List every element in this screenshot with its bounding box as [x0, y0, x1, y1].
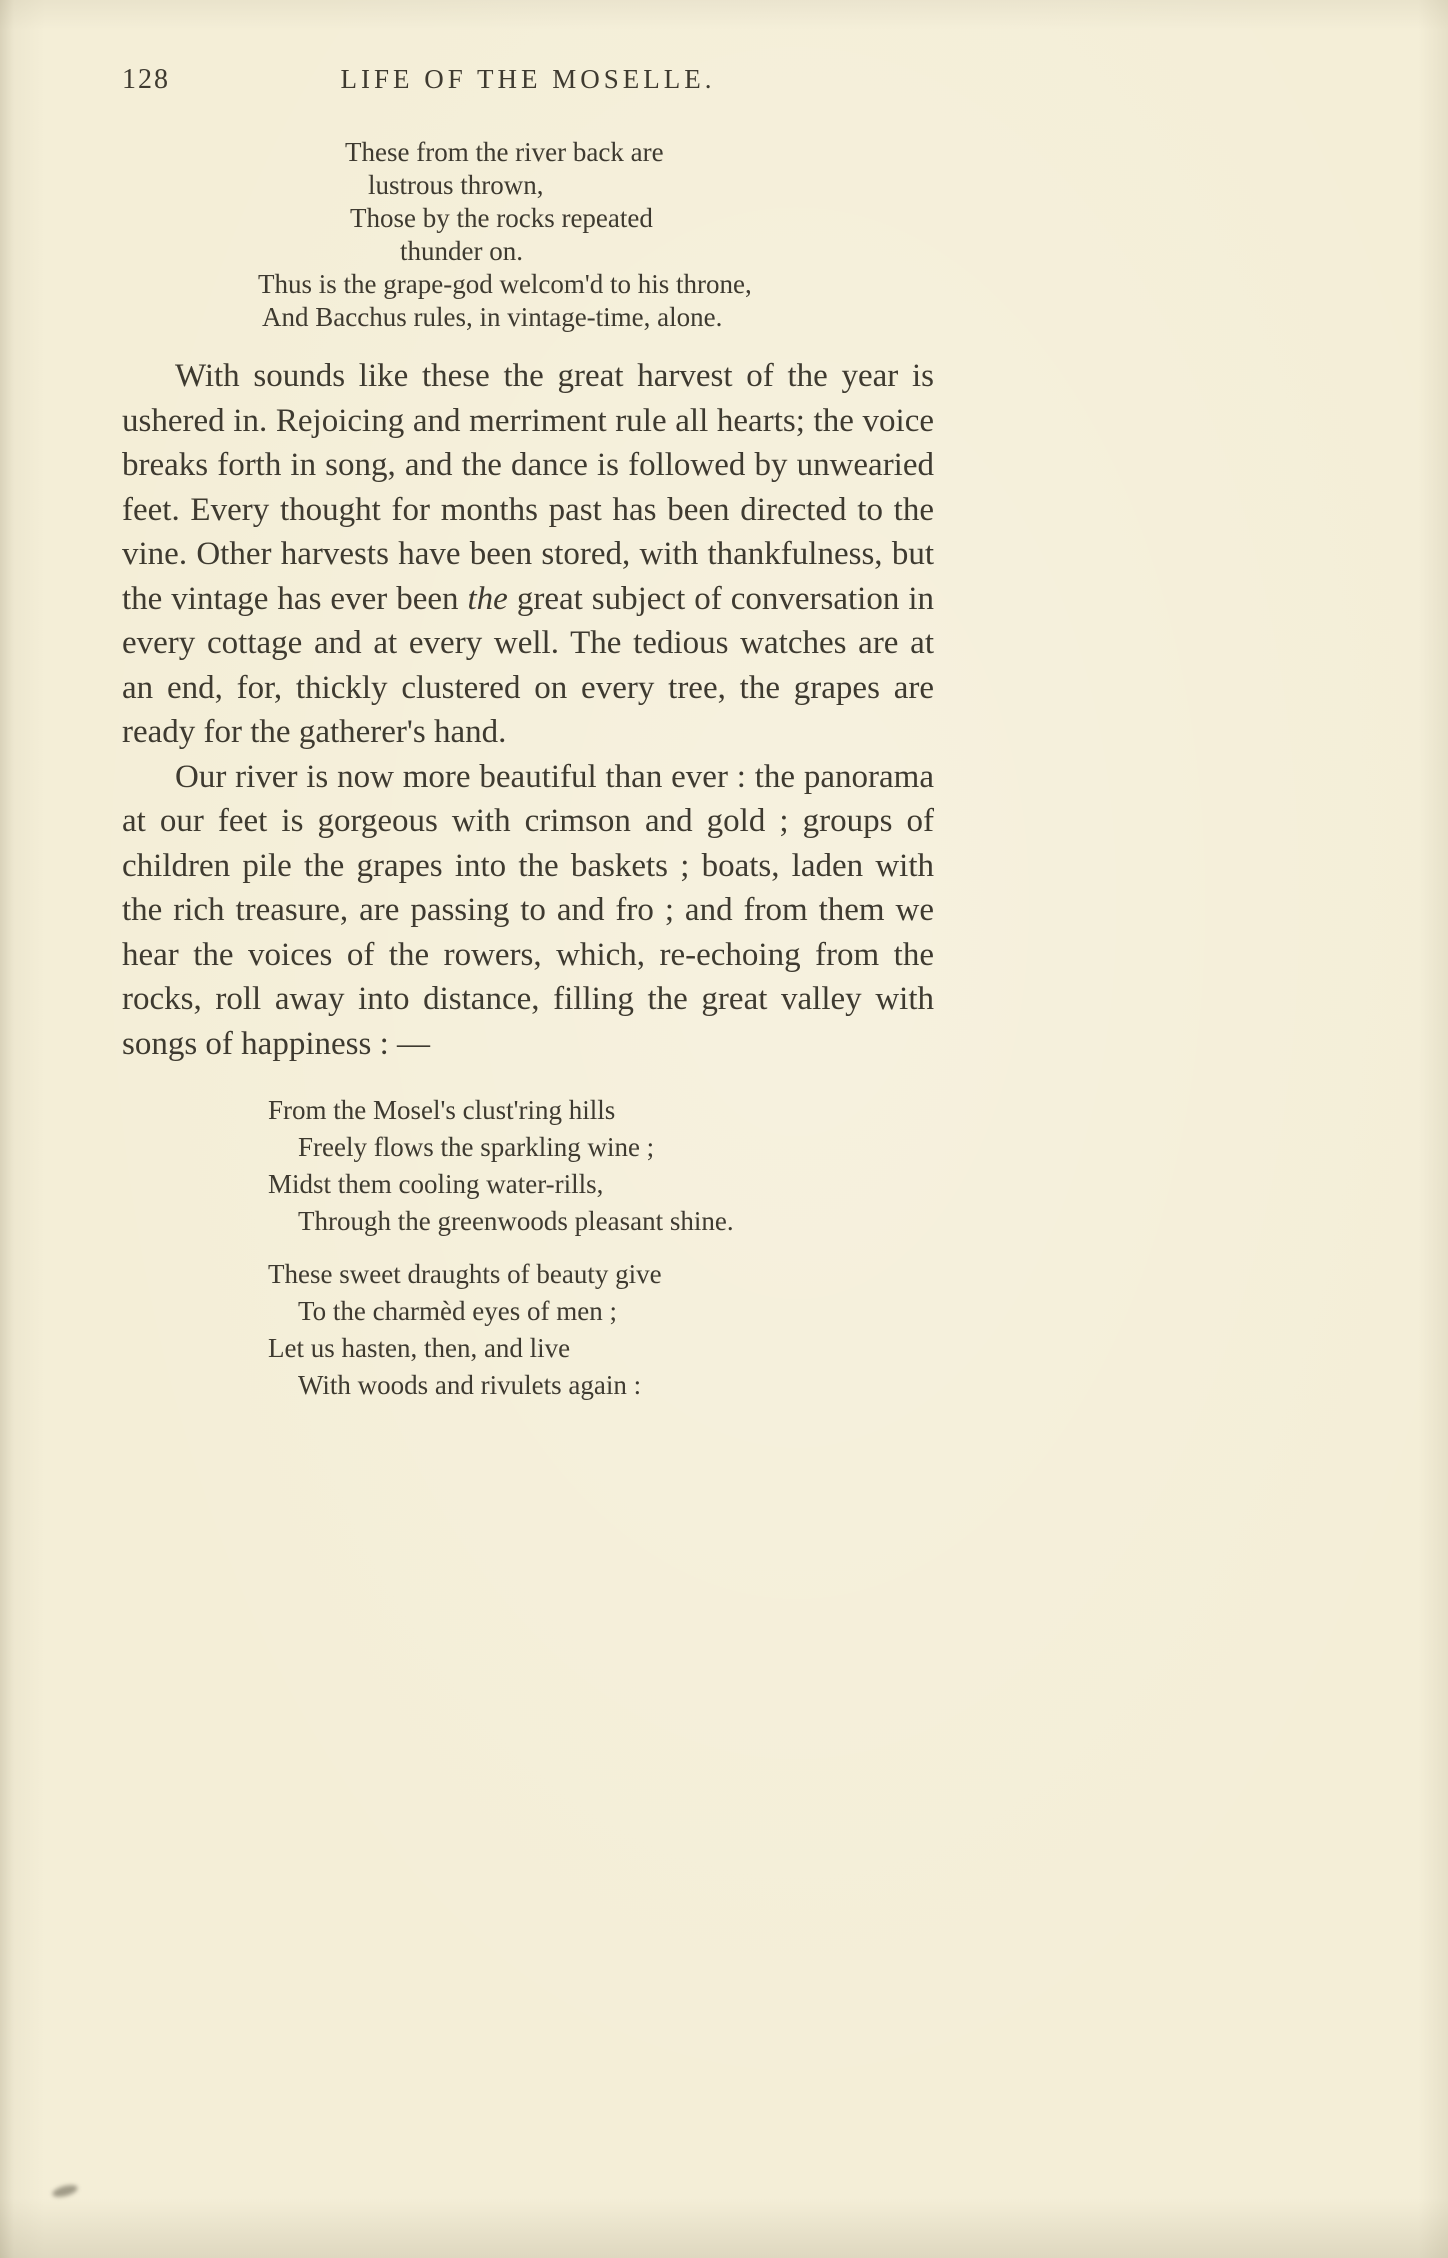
verse-line: thunder on.	[400, 236, 523, 266]
paragraph-1-text: With sounds like these the great harvest of the year is ushered in. Rejoicing and merriment rule all hearts; the voice breaks forth in song, and the dance is followed by unwearied feet. Every thought for months past has been directed to the vine. Other harvests have been stored, with thankfulness, but the vintage has ever been	[122, 358, 934, 617]
paragraph-1-italic-word: the	[467, 580, 508, 617]
scan-smudge	[51, 2183, 79, 2199]
running-title: LIFE OF THE MOSELLE.	[340, 64, 716, 94]
verse-line: Through the greenwoods pleasant shine.	[298, 1206, 734, 1236]
verse-line: Those by the rocks repeated	[350, 203, 653, 233]
verse-top	[122, 136, 934, 334]
paragraph-1	[122, 354, 934, 755]
paragraph-1-text-cont: great subject of conversation in every cottage and at every well. The tedious watches are at an end, for, thickly clustered on every tree, the grapes are ready for the gatherer's hand.	[122, 580, 934, 750]
stanza-2	[122, 1256, 934, 1404]
page-header	[122, 0, 934, 106]
body-text	[122, 354, 934, 1066]
verse-bottom	[122, 1092, 934, 1404]
text-column	[122, 0, 934, 1404]
page-number: 128	[122, 64, 170, 95]
verse-line: These from the river back are	[345, 137, 664, 167]
verse-line: Midst them cooling water-rills,	[268, 1169, 604, 1199]
verse-line: And Bacchus rules, in vintage-time, alone.	[262, 302, 723, 332]
verse-line: lustrous thrown,	[368, 170, 544, 200]
verse-line: To the charmèd eyes of men ;	[298, 1296, 617, 1326]
verse-line: Thus is the grape-god welcom'd to his throne,	[258, 269, 752, 299]
verse-line: Let us hasten, then, and live	[268, 1333, 571, 1363]
verse-line: From the Mosel's clust'ring hills	[268, 1095, 616, 1125]
verse-line: These sweet draughts of beauty give	[268, 1259, 662, 1289]
stanza-1	[122, 1092, 934, 1240]
verse-line: With woods and rivulets again :	[298, 1370, 642, 1400]
verse-line: Freely flows the sparkling wine ;	[298, 1132, 655, 1162]
paragraph-2: Our river is now more beautiful than ever : the panorama at our feet is gorgeous with crimson and gold ; groups of children pile the grapes into the baskets ; boats, laden with the rich treasure, are passing to and fro ; and from them we hear the voices of the rowers, which, re-echoing from the rocks, roll away into distance, filling the great valley with songs of happiness : —	[122, 758, 934, 1062]
